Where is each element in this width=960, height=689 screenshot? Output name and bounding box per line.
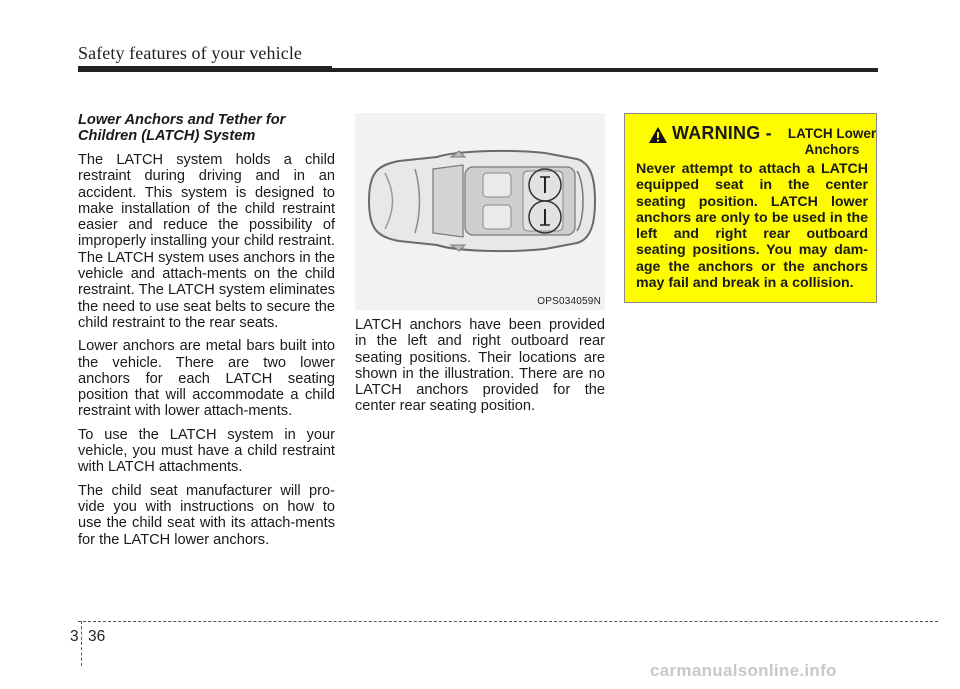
footer-divider bbox=[81, 621, 82, 666]
page-header-title: Safety features of your vehicle bbox=[78, 43, 303, 63]
footer-rule bbox=[78, 621, 938, 622]
section-heading: Lower Anchors and Tether for Children (LATCH) System bbox=[78, 112, 286, 144]
warning-label: WARNING - bbox=[672, 123, 772, 143]
page-number: 36 bbox=[88, 628, 106, 645]
left-column bbox=[78, 112, 335, 555]
latch-figure bbox=[355, 113, 605, 310]
warning-header bbox=[636, 123, 877, 159]
paragraph: LATCH anchors have been provided in the left and right outboard rear seating positions. Their locations are shown in the illustration. There are no LATCH anchors provided for the center rear seating position. bbox=[355, 317, 605, 415]
paragraph: The child seat manufacturer will pro-vide you with instructions on how to use the child seat with its attach-ments for the LATCH lower anchors. bbox=[78, 482, 335, 548]
paragraph: Lower anchors are metal bars built into the vehicle. There are two lower anchors for each LATCH seating position that will accommodate a child restraint with lower attach-ments. bbox=[78, 338, 335, 420]
chapter-number: 3 bbox=[70, 628, 79, 645]
warning-text: Never attempt to attach a LATCH equipped seat in the center seating position. LATCH lower anchors are only to be used in the left and right rear outboard seating positions. You may dam-age the anchors or the anchors may fail and break in a collision. bbox=[636, 161, 868, 292]
watermark: carmanualsonline.info bbox=[650, 661, 837, 680]
paragraph: To use the LATCH system in your vehicle, you must have a child restraint with LATCH attachments. bbox=[78, 426, 335, 476]
warning-box bbox=[624, 113, 877, 303]
warning-subtitle: LATCH Lower Anchors bbox=[787, 126, 877, 157]
middle-column bbox=[355, 317, 605, 422]
header-rule-tab bbox=[78, 66, 332, 72]
figure-caption: OPS034059N bbox=[537, 296, 601, 307]
paragraph: The LATCH system holds a child restraint during driving and in an accident. This system is designed to make installation of the child restraint easier and reduce the possibility of improperly installing your child restraint. The LATCH system uses anchors in the vehicle and attach-ments on the child restraint. The LATCH system eliminates the need to use seat belts to secure the child restraint to the rear seats. bbox=[78, 152, 335, 331]
car-top-view-illustration bbox=[355, 113, 605, 293]
warning-triangle-icon bbox=[648, 126, 668, 144]
